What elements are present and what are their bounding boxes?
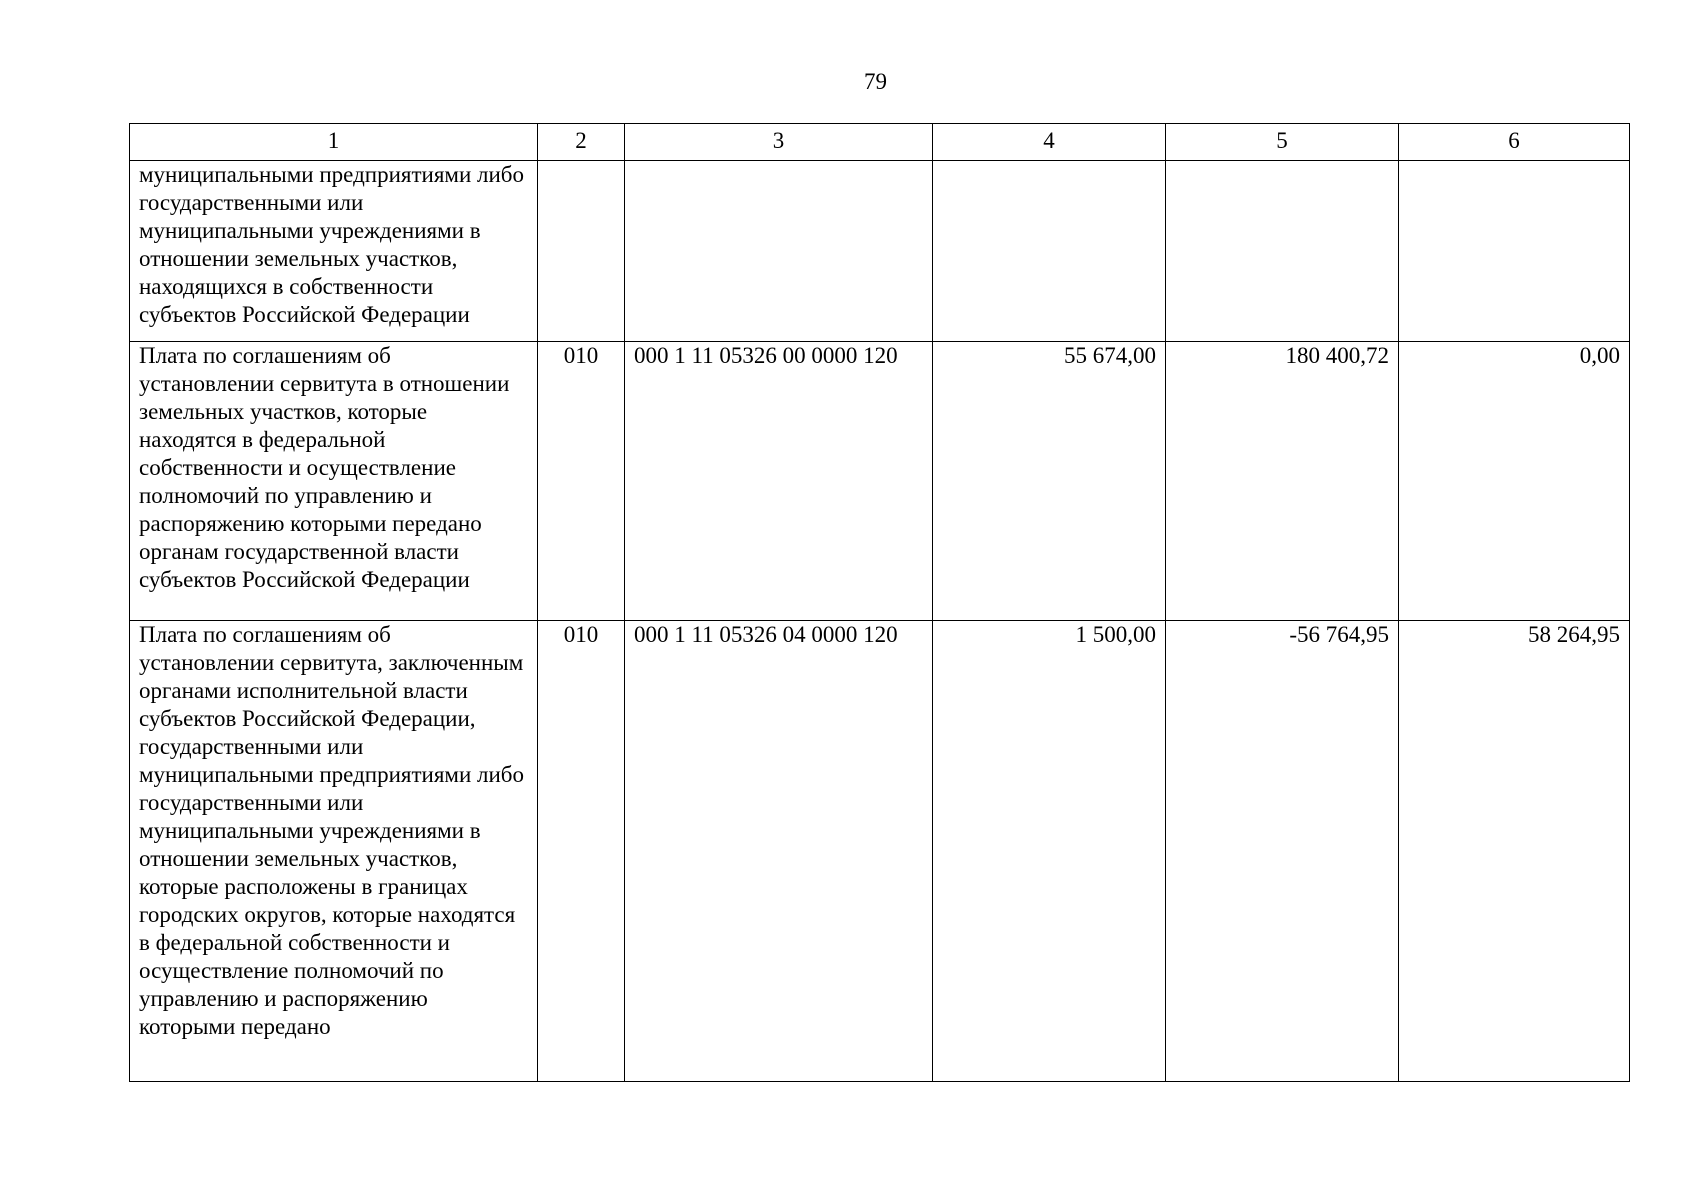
column-header-5: 5 (1166, 124, 1399, 161)
row-value-col5-cell: -56 764,95 (1166, 621, 1399, 1082)
row-name-cell: Плата по соглашениям об установлении сервитута в отношении земельных участков, которые находятся в федеральной собственности и осуществление полномочий по управлению и распоряжению которыми передано органам государственной власти субъектов Российской Федерации (130, 342, 538, 621)
row-value-col5-cell: 180 400,72 (1166, 342, 1399, 621)
row-budget-code-cell: 000 1 11 05326 04 0000 120 (625, 621, 933, 1082)
row-budget-code-cell (625, 161, 933, 342)
row-name-cell: Плата по соглашениям об установлении сервитута, заключенным органами исполнительной власти субъектов Российской Федерации, государственными или муниципальными предприятиями либо государственными или муниципальными учреждениями в отношении земельных участков, которые расположены в границах городских округов, которые находятся в федеральной собственности и осуществление полномочий по управлению и распоряжению которыми передано (130, 621, 538, 1082)
table-header-row (130, 124, 1630, 161)
column-header-2: 2 (538, 124, 625, 161)
table-row (130, 161, 1630, 342)
row-name-cell: муниципальными предприятиями либо государственными или муниципальными учреждениями в отношении земельных участков, находящихся в собственности субъектов Российской Федерации (130, 161, 538, 342)
row-line-code-cell (538, 161, 625, 342)
row-value-col6-cell (1399, 161, 1630, 342)
page-number: 79 (864, 69, 887, 94)
row-value-col4-cell (933, 161, 1166, 342)
row-value-col4-cell: 1 500,00 (933, 621, 1166, 1082)
row-line-code-cell: 010 (538, 342, 625, 621)
row-value-col6-cell: 58 264,95 (1399, 621, 1630, 1082)
row-budget-code-cell: 000 1 11 05326 00 0000 120 (625, 342, 933, 621)
row-value-col4-cell: 55 674,00 (933, 342, 1166, 621)
column-header-1: 1 (130, 124, 538, 161)
row-value-col6-cell: 0,00 (1399, 342, 1630, 621)
table-row (130, 621, 1630, 1082)
row-value-col5-cell (1166, 161, 1399, 342)
table-row (130, 342, 1630, 621)
data-table (129, 123, 1630, 1082)
column-header-4: 4 (933, 124, 1166, 161)
column-header-3: 3 (625, 124, 933, 161)
column-header-6: 6 (1399, 124, 1630, 161)
row-line-code-cell: 010 (538, 621, 625, 1082)
